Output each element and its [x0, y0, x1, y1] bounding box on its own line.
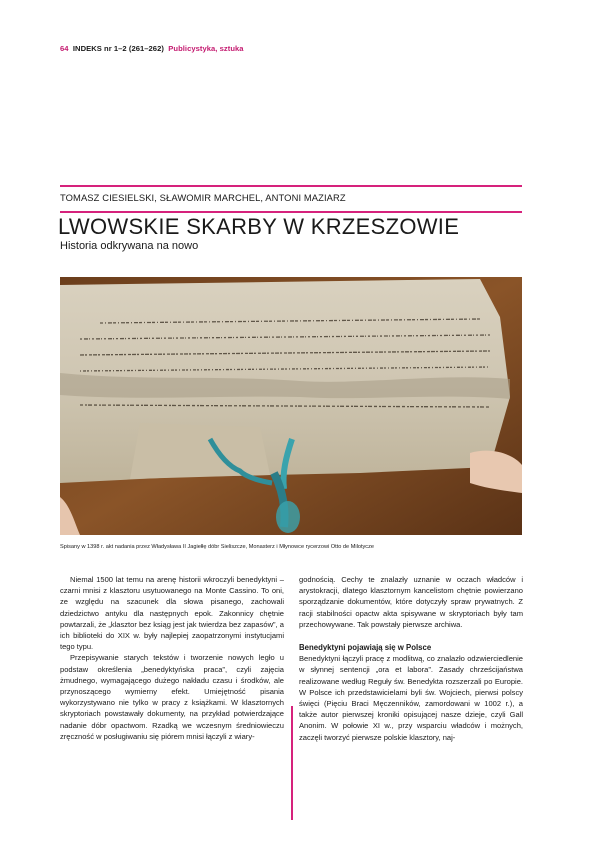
title-accent-rule	[60, 211, 522, 213]
paragraph: Przepisywanie starych tekstów i tworzenie nowych legło u podstaw określenia „benedyktyńska praca”, czyli zajęcia żmudnego, wymagającego dużego nakładu czasu i środków, ale przynoszącego wymierny efekt. Umiejętność pisania wykorzystywano nie tylko w pracy z książkami. W klasztornych skryptoriach powstawały dokumenty, na przykład potwierdzające nadanie dóbr opactwom. Rzadką we wczesnym średniowieczu zręczność w posługiwaniu się piórem mnisi łączyli z wiary-	[60, 653, 284, 741]
paragraph: godnością. Cechy te znalazły uznanie w oczach władców i arystokracji, dlatego klasztornym kancelistom chętnie powierzano sporządzanie dokumentów, które dotyczyły spraw prywatnych. Z racji stabilności opactw akta spisywane w skryptoriach były tam przechowywane. Tak powstały pierwsze archiwa.	[299, 575, 523, 629]
text-column-right	[299, 574, 523, 743]
text-column-left	[60, 574, 284, 742]
section-name: Publicystyka, sztuka	[168, 44, 244, 53]
article-title: LWOWSKIE SKARBY W KRZESZOWIE	[58, 214, 460, 239]
column-divider	[291, 706, 293, 820]
document-photo	[60, 277, 522, 535]
journal-issue: INDEKS nr 1–2 (261–262)	[72, 44, 164, 53]
photo-caption: Spisany w 1398 r. akt nadania przez Władysława II Jagiełłę dóbr Sieliszcze, Monasterz i Młynowce rycerzowi Otto de Milotycze	[60, 544, 375, 550]
page-number: 64	[60, 44, 69, 53]
article-subtitle: Historia odkrywana na nowo	[60, 240, 199, 252]
running-head	[60, 44, 244, 53]
article-authors: TOMASZ CIESIELSKI, SŁAWOMIR MARCHEL, ANTONI MAZIARZ	[60, 192, 346, 203]
top-accent-rule	[60, 185, 522, 187]
section-heading: Benedyktyni pojawiają się w Polsce	[299, 643, 432, 653]
paragraph: Benedyktyni łączyli pracę z modlitwą, co znalazło odzwierciedlenie w słynnej sentencji „ora et labora”. Zasady chrześcijaństwa realizowane według Reguły św. Benedykta rozszerzali po Europie. W Polsce ich przedstawicielami byli św. Wojciech, pierwsi polscy święci (Pięciu Braci Męczenników, zamordowani w 1002 r.), a także autor pierwszej kroniki opisującej nasze dzieje, czyli Gall Anonim. W połowie XI w., przy wsparciu władców i możnych, zaczęli tworzyć pierwsze polskie klasztory, naj-	[299, 654, 523, 742]
paragraph: Niemal 1500 lat temu na arenę historii wkroczyli benedyktyni – czarni mnisi z klasztoru usytuowanego na Monte Cassino. To oni, ze względu na szacunek dla słowa pisanego, zachowali dziedzictwo antyku dla następnych epok. Zakonnicy chętnie powtarzali, że „klasztor bez ksiąg jest jak twierdza bez zapasów”, a ich biblioteki do XIX w. były najlepiej zaopatrzonymi instytucjami tego typu.	[60, 575, 284, 652]
